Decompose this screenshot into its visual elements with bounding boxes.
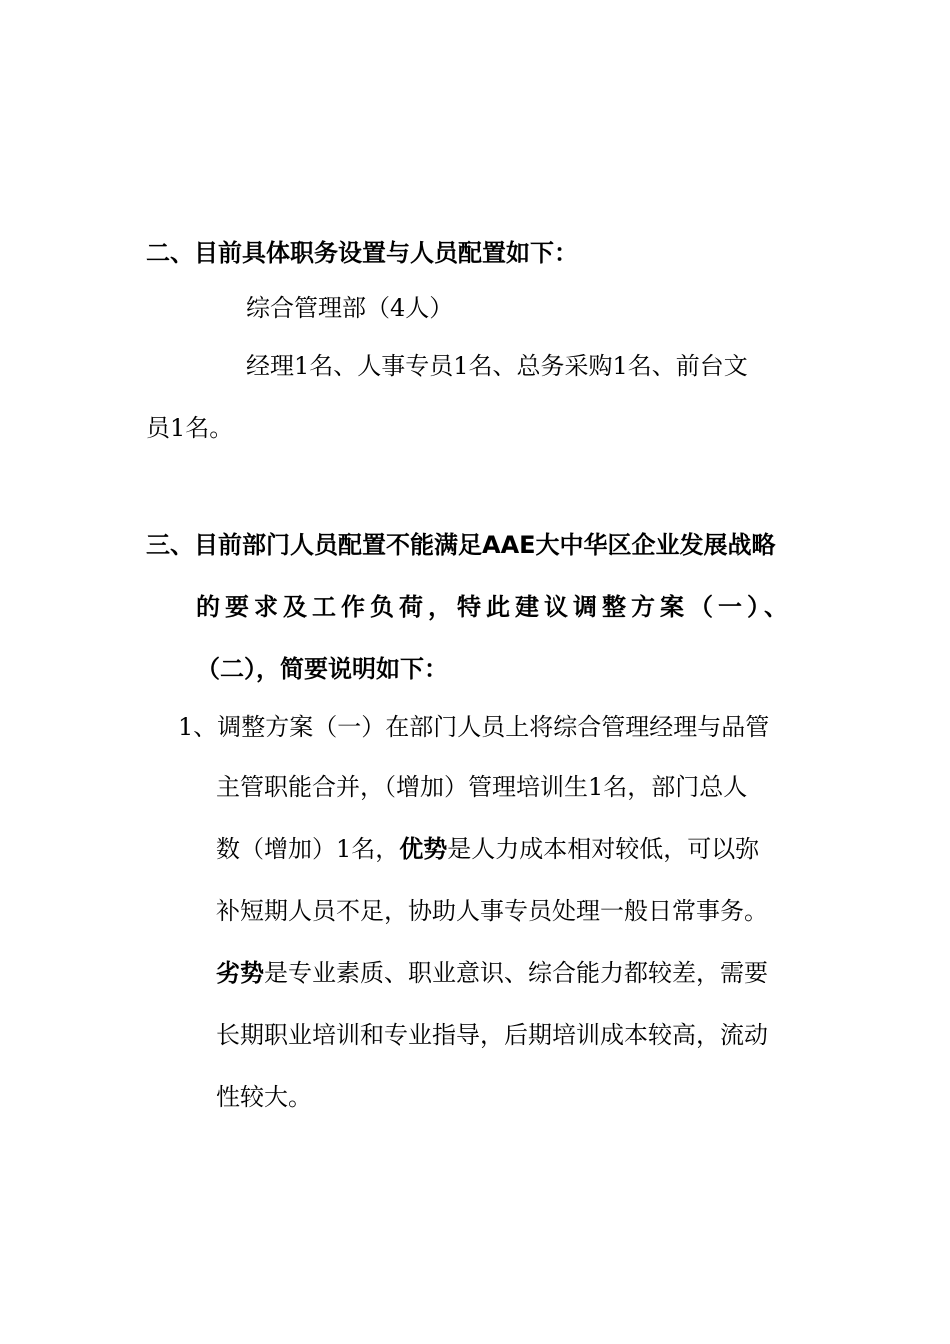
- section3-heading-line-1: 三、目前部门人员配置不能满足AAE大中华区企业发展战略: [146, 531, 776, 559]
- section2-heading: 二、目前具体职务设置与人员配置如下：: [146, 239, 578, 267]
- staff-list-line-2: 员1名。: [146, 414, 234, 442]
- staff-list-line-1: 经理1名、人事专员1名、总务采购1名、前台文: [246, 352, 748, 380]
- disadvantage-label: 劣势: [216, 959, 264, 987]
- item1-line-3: [216, 834, 759, 864]
- department-name: 综合管理部（4人）: [246, 294, 454, 322]
- section3-heading-line-2: 的要求及工作负荷，特此建议调整方案（一）、: [196, 593, 793, 621]
- advantage-label: 优势: [399, 835, 448, 863]
- section3-heading-line-3: （二），简要说明如下：: [196, 655, 448, 683]
- item1-line-7: 性较大。: [216, 1083, 312, 1111]
- item1-line-4: 补短期人员不足，协助人事专员处理一般日常事务。: [216, 897, 768, 925]
- item1-line-6: 长期职业培训和专业指导，后期培训成本较高，流动: [216, 1021, 768, 1049]
- item1-line-5: [216, 958, 768, 988]
- item1-line-1: 1、调整方案（一）在部门人员上将综合管理经理与品管: [178, 713, 770, 741]
- item1-line-2: 主管职能合并，（增加）管理培训生1名，部门总人: [216, 773, 748, 801]
- item1-line-3-text-a: 数（增加）1名，: [216, 835, 400, 863]
- item1-line-3-text-b: 是人力成本相对较低，可以弥: [447, 835, 760, 863]
- item1-line-5-text: 是专业素质、职业意识、综合能力都较差，需要: [264, 959, 768, 987]
